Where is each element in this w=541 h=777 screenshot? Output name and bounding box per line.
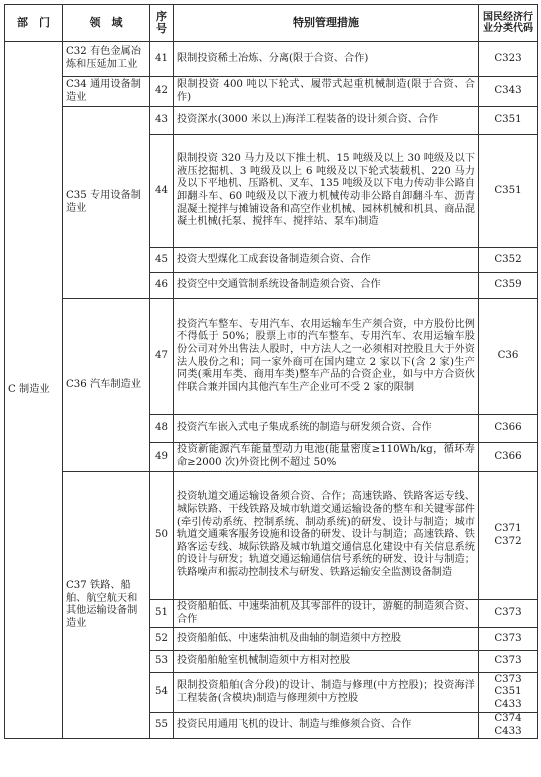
industry-code: C366 (479, 443, 538, 472)
industry-code: C371 C372 (479, 472, 538, 600)
row-number: 48 (150, 415, 174, 443)
row-number: 45 (150, 248, 174, 273)
measure-cell: 限制投资稀土冶炼、分离(限于合资、合作) (174, 42, 479, 77)
field-cell: C37 铁路、船舶、航空航天和其他运输设备制造业 (63, 472, 150, 739)
field-cell: C35 专用设备制造业 (63, 107, 150, 299)
industry-code: C373 (479, 628, 538, 651)
table-row (5, 77, 538, 107)
regulation-table (4, 4, 538, 739)
row-number: 42 (150, 77, 174, 107)
row-number: 44 (150, 135, 174, 248)
measure-cell: 投资汽车整车、专用汽车、农用运输车生产须合资，中方股份比例不得低于 50%；股票上市的汽车整车、专用汽车、农用运输车股份公司对外出售法人股时，中方法人之一必须相对控股且大于外资法人股份之和；同一家外商可在国内建立 2 家以下(含 2 家)生产同类(乘用车类、商用车类)整车产品的合资企业，如与中方合资伙伴联合兼并国内其他汽车生产企业可不受 2 家的限制 (174, 299, 479, 415)
row-number: 47 (150, 299, 174, 415)
measure-cell: 投资船舶低、中速柴油机及曲轴的制造须中方控股 (174, 628, 479, 651)
row-number: 41 (150, 42, 174, 77)
measure-cell: 投资汽车嵌入式电子集成系统的制造与研发须合资、合作 (174, 415, 479, 443)
header-row (5, 5, 538, 42)
header-no: 序号 (150, 5, 174, 42)
measure-cell: 投资大型煤化工成套设备制造须合资、合作 (174, 248, 479, 273)
industry-code: C374 C433 (479, 713, 538, 739)
row-number: 51 (150, 600, 174, 628)
row-number: 46 (150, 273, 174, 299)
row-number: 49 (150, 443, 174, 472)
header-department: 部 门 (5, 5, 63, 42)
measure-cell: 投资空中交通管制系统设备制造须合资、合作 (174, 273, 479, 299)
measure-cell: 限制投资船舶(含分段)的设计、制造与修理(中方控股)；投资海洋工程装备(含模块)制造与修理须中方控股 (174, 673, 479, 713)
industry-code: C366 (479, 415, 538, 443)
industry-code: C352 (479, 248, 538, 273)
measure-cell: 投资民用通用飞机的设计、制造与维修须合资、合作 (174, 713, 479, 739)
department-cell: C 制造业 (5, 42, 63, 739)
table-row (5, 299, 538, 415)
measure-cell: 限制投资 400 吨以下轮式、履带式起重机械制造(限于合资、合作) (174, 77, 479, 107)
header-industry-code: 国民经济行业分类代码 (479, 5, 538, 42)
measure-cell: 限制投资 320 马力及以下推土机、15 吨级及以上 30 吨级及以下液压挖掘机、3 吨级及以上 6 吨级及以下轮式装载机、220 马力及以下平地机、压路机、叉车、135 吨级及以下电力传动非公路自卸翻斗车、60 吨级及以下液力机械传动非公路自卸翻斗车、沥青混凝土搅拌与摊铺设备和高空作业机械、园林机械和机具、商品混凝土机械(托泵、搅拌车、搅拌站、泵车)制造 (174, 135, 479, 248)
row-number: 53 (150, 651, 174, 673)
industry-code: C351 (479, 135, 538, 248)
industry-code: C36 (479, 299, 538, 415)
row-number: 52 (150, 628, 174, 651)
header-measures: 特别管理措施 (174, 5, 479, 42)
row-number: 50 (150, 472, 174, 600)
table-row (5, 472, 538, 600)
industry-code: C323 (479, 42, 538, 77)
row-number: 55 (150, 713, 174, 739)
row-number: 54 (150, 673, 174, 713)
industry-code: C343 (479, 77, 538, 107)
header-field: 领 域 (63, 5, 150, 42)
field-cell: C34 通用设备制造业 (63, 77, 150, 107)
industry-code: C373 (479, 651, 538, 673)
industry-code: C373 C351 C433 (479, 673, 538, 713)
row-number: 43 (150, 107, 174, 135)
industry-code: C351 (479, 107, 538, 135)
measure-cell: 投资深水(3000 米以上)海洋工程装备的设计须合资、合作 (174, 107, 479, 135)
measure-cell: 投资轨道交通运输设备须合资、合作；高速铁路、铁路客运专线、城际铁路、干线铁路及城市轨道交通运输设备的整车和关键零部件(牵引传动系统、控制系统、制动系统)的研发、设计与制造；城市轨道交通乘客服务设施和设备的研发、设计与制造；高速铁路、铁路客运专线、城际铁路及城市轨道交通信息化建设中有关信息系统的设计与研发；轨道交通运输通信信号系统的研发、设计与制造；铁路噪声和振动控制技术与研发、铁路运输安全监测设备制造 (174, 472, 479, 600)
measure-cell: 投资新能源汽车能量型动力电池(能量密度≥110Wh/kg，循环寿命≥2000 次)外资比例不超过 50% (174, 443, 479, 472)
field-cell: C32 有色金属冶炼和压延加工业 (63, 42, 150, 77)
table-row (5, 42, 538, 77)
field-cell: C36 汽车制造业 (63, 299, 150, 472)
measure-cell: 投资船舶舱室机械制造须中方相对控股 (174, 651, 479, 673)
table-row (5, 107, 538, 135)
industry-code: C359 (479, 273, 538, 299)
measure-cell: 投资船舶低、中速柴油机及其零部件的设计，游艇的制造须合资、合作 (174, 600, 479, 628)
industry-code: C373 (479, 600, 538, 628)
